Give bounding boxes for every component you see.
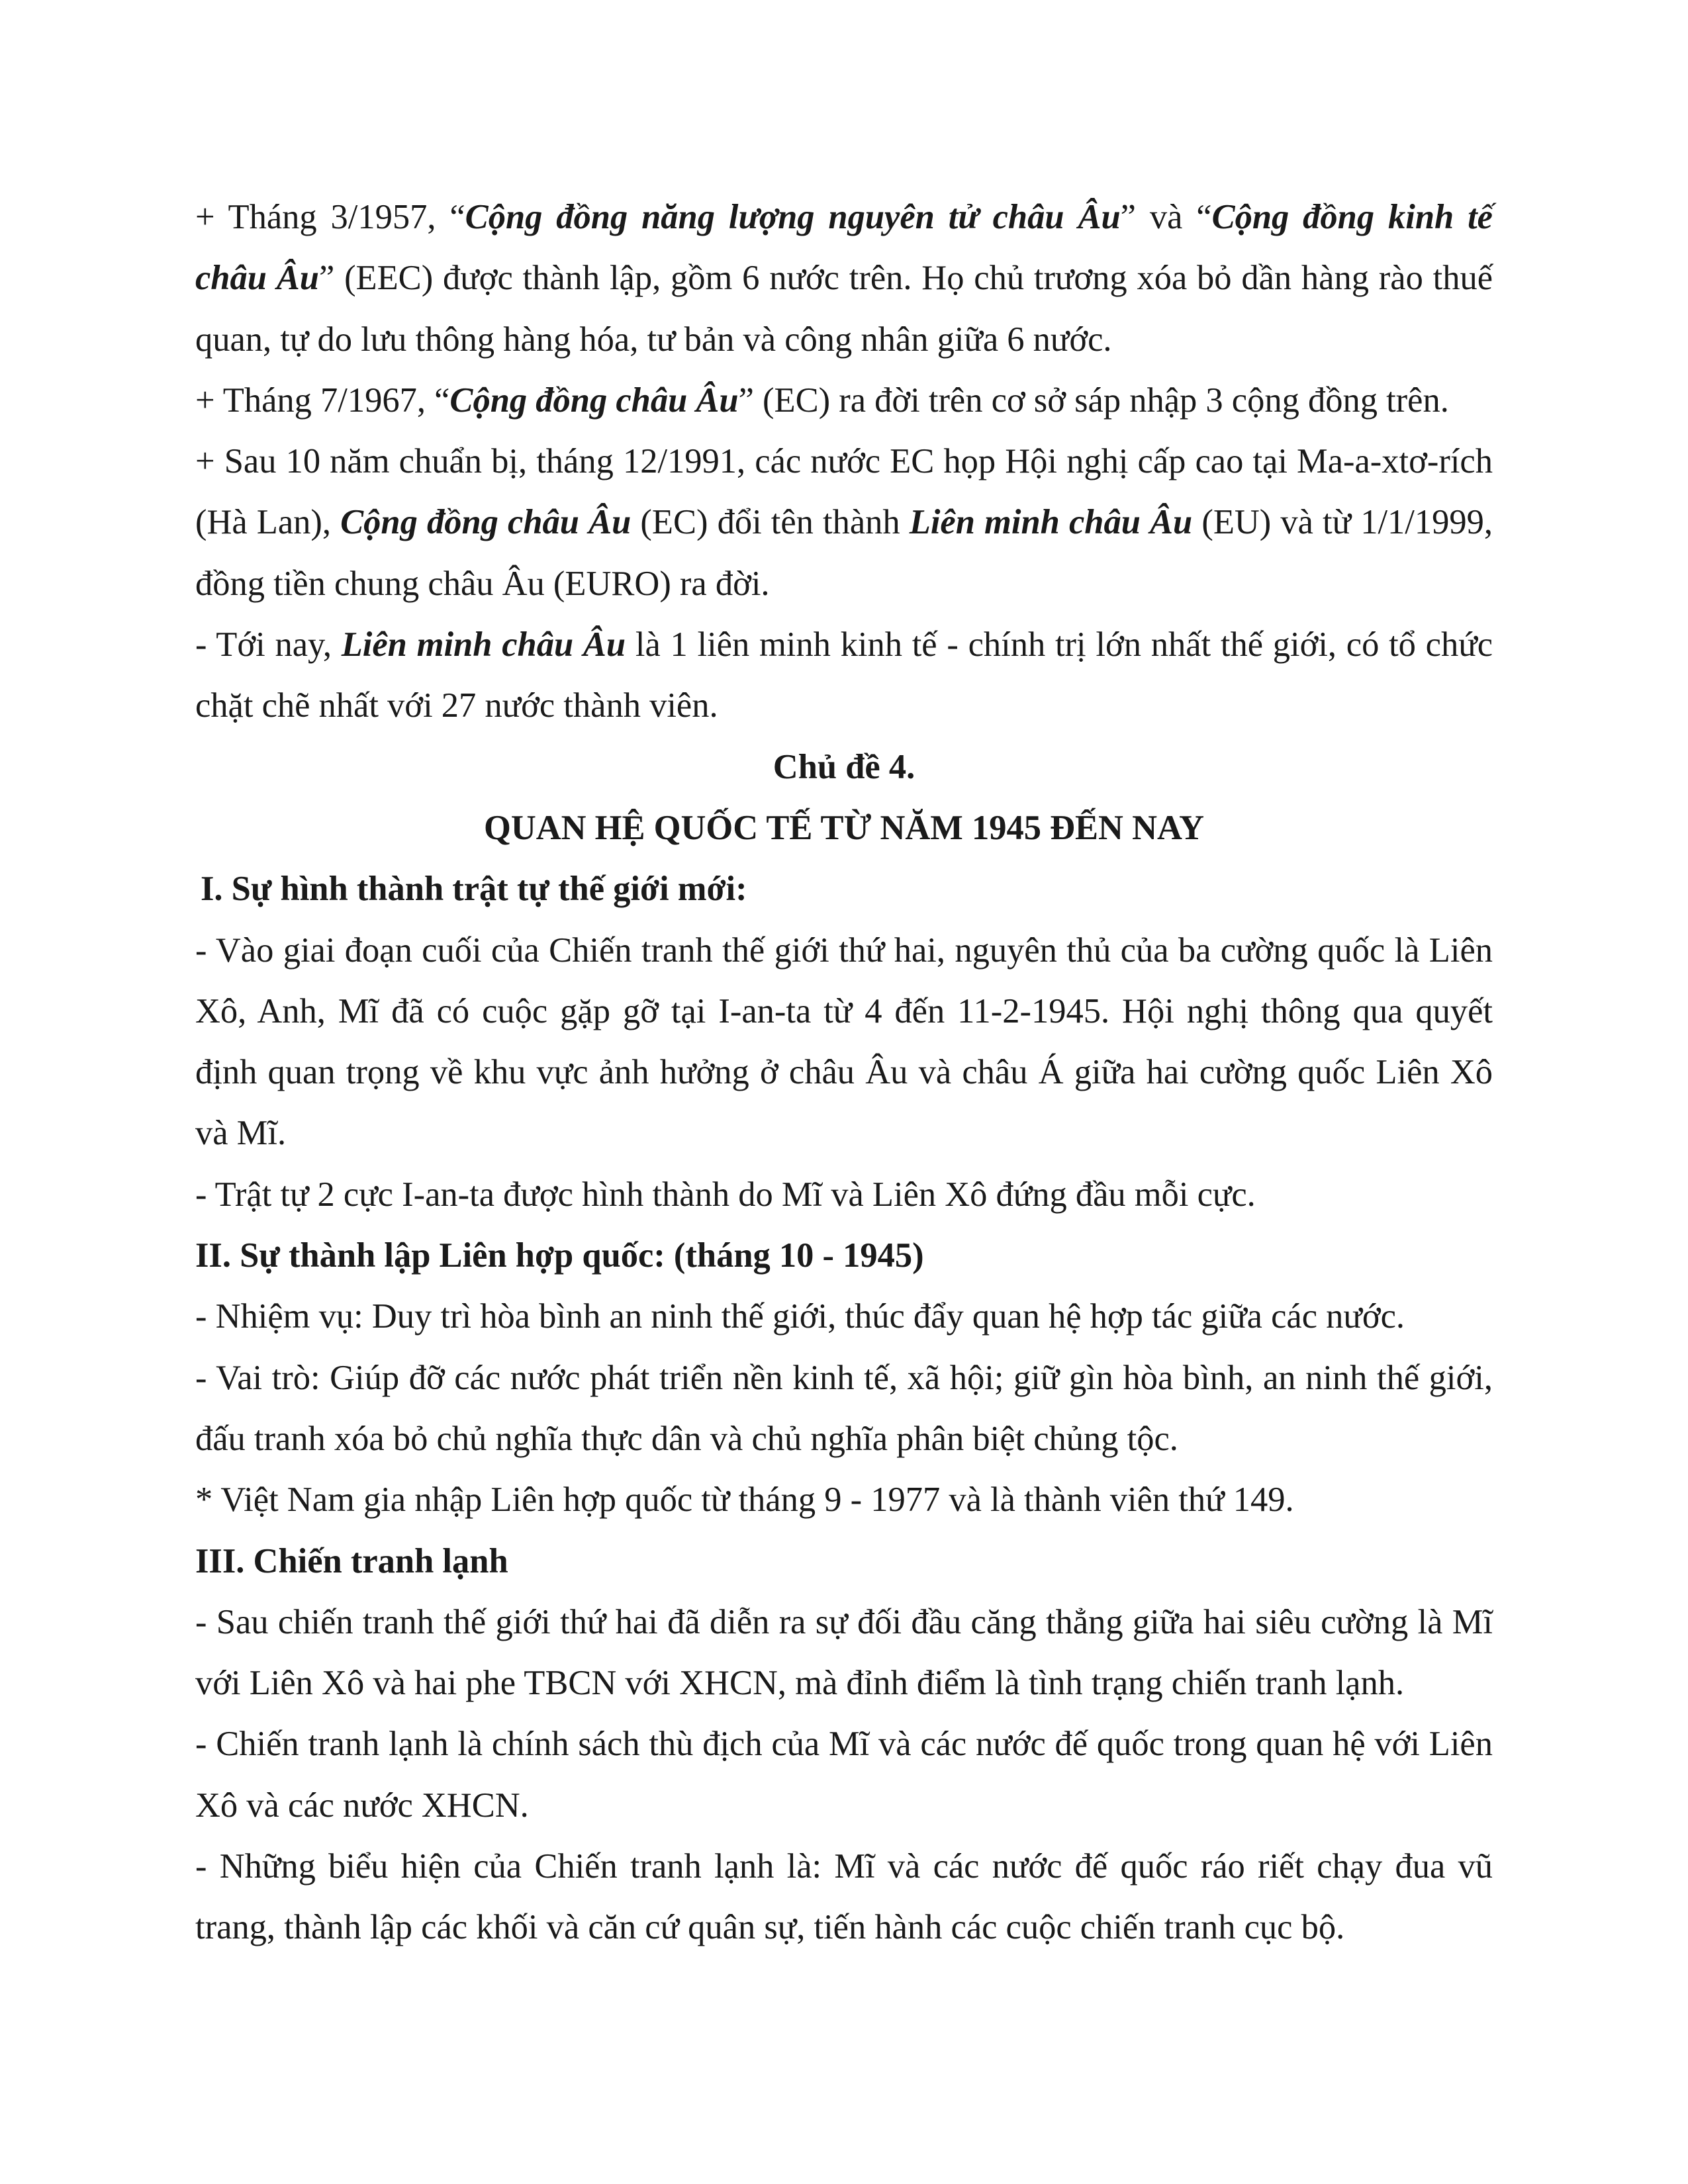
body-paragraph: - Trật tự 2 cực I-an-ta được hình thành do Mĩ và Liên Xô đứng đầu mỗi cực. <box>195 1175 1256 1214</box>
text-run: - Tới nay, <box>195 625 342 664</box>
emphasis-term: Cộng đồng châu Âu <box>449 381 739 420</box>
body-paragraph: - Nhiệm vụ: Duy trì hòa bình an ninh thế giới, thúc đẩy quan hệ hợp tác giữa các nước. <box>195 1297 1405 1336</box>
body-paragraph: - Sau chiến tranh thế giới thứ hai đã diễn ra sự đối đầu căng thẳng giữa hai siêu cường là Mĩ với Liên Xô và hai phe TBCN với XHCN, mà đỉnh điểm là tình trạng chiến tranh lạnh. <box>195 1602 1493 1703</box>
body-paragraph: - Những biểu hiện của Chiến tranh lạnh là: Mĩ và các nước đế quốc ráo riết chạy đua vũ trang, thành lập các khối và căn cứ quân sự, tiến hành các cuộc chiến tranh cục bộ. <box>195 1847 1493 1947</box>
topic-number: Chủ đề 4. <box>773 747 915 786</box>
section-heading-2: II. Sự thành lập Liên hợp quốc: (tháng 10 - 1945) <box>195 1236 924 1275</box>
text-run: là 1 liên minh kinh tế - chính trị lớn nhất thế giới, có tổ chức chặt chẽ nhất với 27 nước thành viên. <box>195 625 1493 725</box>
body-paragraph: - Vào giai đoạn cuối của Chiến tranh thế giới thứ hai, nguyên thủ của ba cường quốc là Liên Xô, Anh, Mĩ đã có cuộc gặp gỡ tại I-an-ta từ 4 đến 11-2-1945. Hội nghị thông qua quyết định quan trọng về khu vực ảnh hưởng ở châu Âu và châu Á giữa hai cường quốc Liên Xô và Mĩ. <box>195 931 1493 1153</box>
section-heading-1: I. Sự hình thành trật tự thế giới mới: <box>201 870 747 909</box>
emphasis-term: Cộng đồng năng lượng nguyên tử châu Âu <box>465 198 1121 236</box>
document-page <box>195 187 1493 1958</box>
text-run: (EU) và từ 1/1/1999, đồng tiền chung châu Âu (EURO) ra đời. <box>195 503 1493 603</box>
body-paragraph: * Việt Nam gia nhập Liên hợp quốc từ tháng 9 - 1977 và là thành viên thứ 149. <box>195 1480 1294 1520</box>
emphasis-term: Liên minh châu Âu <box>341 625 626 664</box>
emphasis-term: Cộng đồng kinh tế châu Âu <box>195 198 1493 298</box>
body-paragraph: - Chiến tranh lạnh là chính sách thù địch của Mĩ và các nước đế quốc trong quan hệ với Liên Xô và các nước XHCN. <box>195 1725 1493 1825</box>
text-run: ” (EEC) được thành lập, gồm 6 nước trên. Họ chủ trương xóa bỏ dần hàng rào thuế quan, tự do lưu thông hàng hóa, tư bản và công nhân giữa 6 nước. <box>195 259 1493 359</box>
paragraph-ec <box>195 370 1493 431</box>
text-run: + Tháng 3/1957, “ <box>195 198 465 236</box>
paragraph-eec <box>195 187 1493 370</box>
text-run: ” và “ <box>1120 198 1212 236</box>
emphasis-term: Liên minh châu Âu <box>909 503 1193 542</box>
body-paragraph: - Vai trò: Giúp đỡ các nước phát triển nền kinh tế, xã hội; giữ gìn hòa bình, an ninh thế giới, đấu tranh xóa bỏ chủ nghĩa thực dân và chủ nghĩa phân biệt chủng tộc. <box>195 1358 1493 1458</box>
text-run: + Sau 10 năm chuẩn bị, tháng 12/1991, các nước EC họp Hội nghị cấp cao tại Ma-a-xtơ-rích (Hà Lan), <box>195 442 1493 542</box>
paragraph-eu <box>195 431 1493 614</box>
emphasis-term: Cộng đồng châu Âu <box>340 503 632 542</box>
topic-title: QUAN HỆ QUỐC TẾ TỪ NĂM 1945 ĐẾN NAY <box>483 808 1205 847</box>
text-run: + Tháng 7/1967, “ <box>195 381 450 420</box>
text-run: ” (EC) ra đời trên cơ sở sáp nhập 3 cộng đồng trên. <box>738 381 1449 420</box>
paragraph-eu-today <box>195 614 1493 737</box>
text-run: (EC) đổi tên thành <box>631 503 910 542</box>
section-heading-3: III. Chiến tranh lạnh <box>195 1541 508 1580</box>
